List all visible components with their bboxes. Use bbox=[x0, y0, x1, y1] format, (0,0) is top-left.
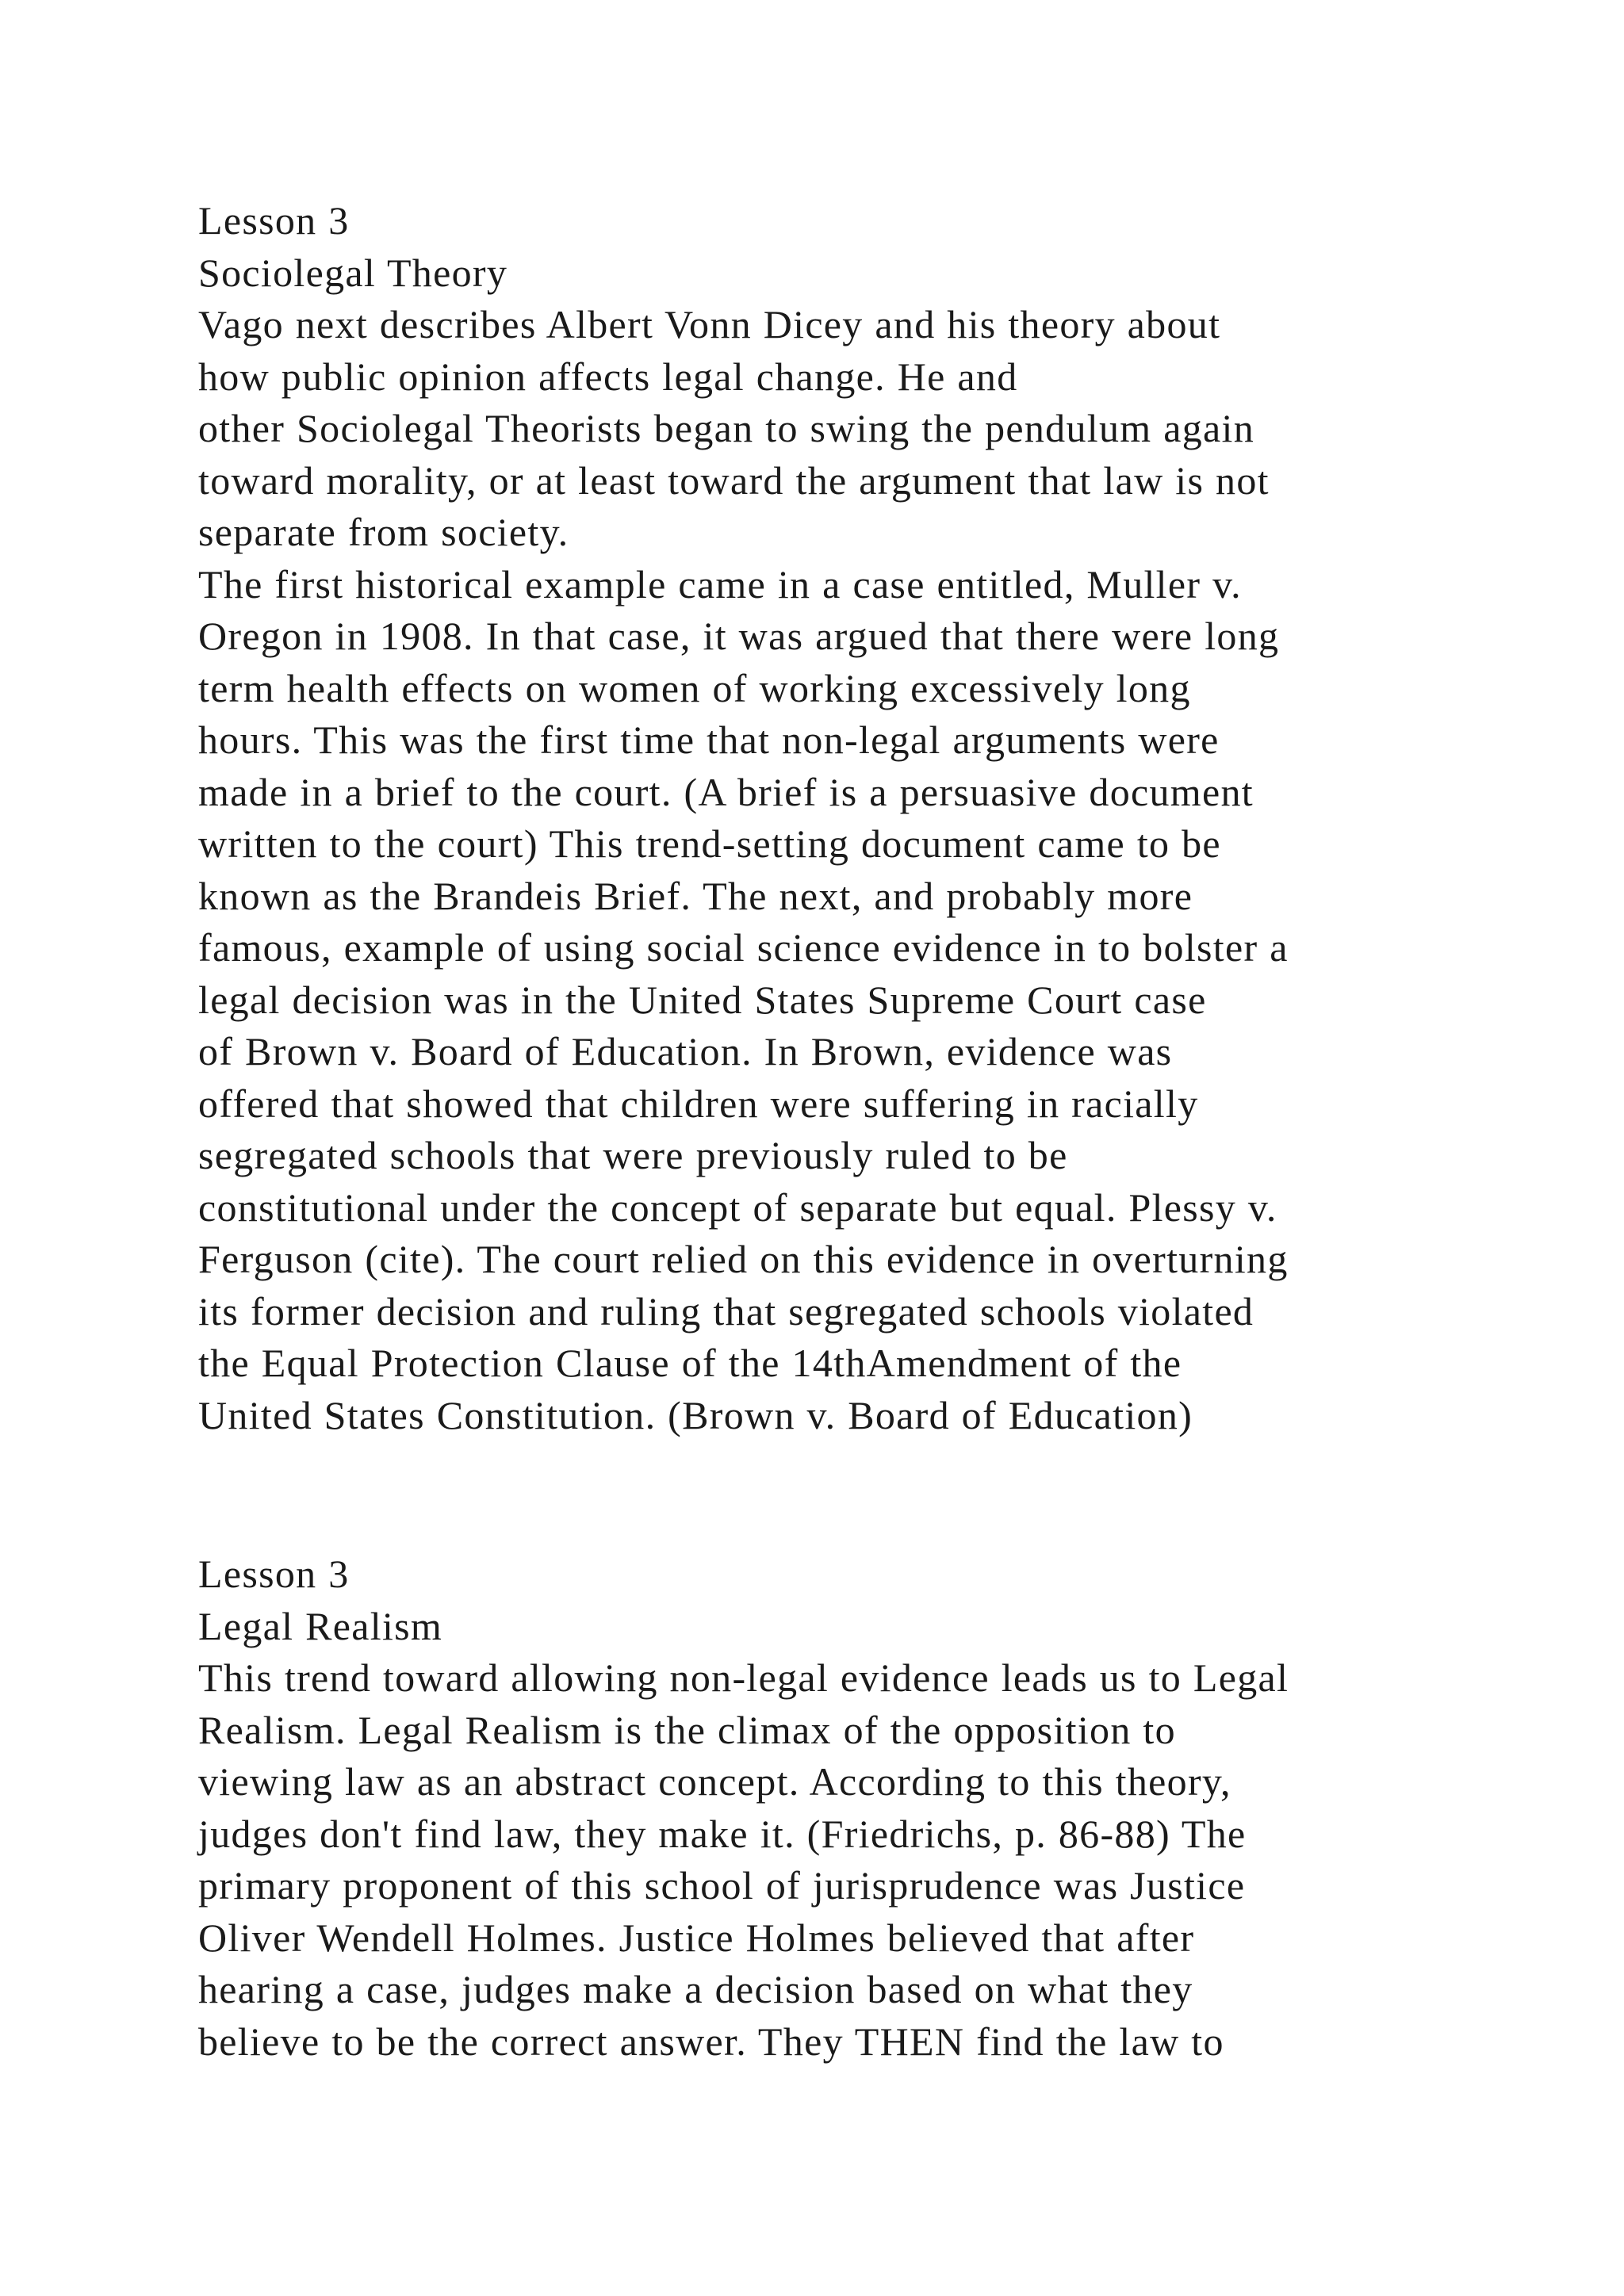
section-sociolegal-theory bbox=[198, 195, 1530, 1441]
body-line: primary proponent of this school of jurisprudence was Justice bbox=[198, 1863, 1246, 1908]
body-line: other Sociolegal Theorists began to swing the pendulum again bbox=[198, 406, 1255, 450]
body-line: known as the Brandeis Brief. The next, and probably more bbox=[198, 873, 1193, 918]
section-title: Legal Realism bbox=[198, 1603, 443, 1648]
body-line: hearing a case, judges make a decision based on what they bbox=[198, 1967, 1193, 2011]
body-line: famous, example of using social science evidence in to bolster a bbox=[198, 925, 1289, 970]
body-line: term health effects on women of working excessively long bbox=[198, 665, 1191, 710]
section-title: Sociolegal Theory bbox=[198, 250, 508, 295]
body-line: Vago next describes Albert Vonn Dicey and his theory about bbox=[198, 302, 1221, 346]
body-line: Oliver Wendell Holmes. Justice Holmes believed that after bbox=[198, 1915, 1195, 1960]
body-line: the Equal Protection Clause of the 14thAmendment of the bbox=[198, 1341, 1182, 1385]
body-line: Oregon in 1908. In that case, it was argued that there were long bbox=[198, 614, 1280, 658]
body-line: Realism. Legal Realism is the climax of the opposition to bbox=[198, 1707, 1176, 1752]
body-line: hours. This was the first time that non-legal arguments were bbox=[198, 718, 1220, 762]
body-line: of Brown v. Board of Education. In Brown, evidence was bbox=[198, 1029, 1173, 1073]
body-line: constitutional under the concept of separate but equal. Plessy v. bbox=[198, 1184, 1277, 1230]
body-line: toward morality, or at least toward the argument that law is not bbox=[198, 457, 1270, 503]
section-body bbox=[198, 1652, 1530, 2068]
lesson-label: Lesson 3 bbox=[198, 1552, 350, 1596]
body-line: segregated schools that were previously ruled to be bbox=[198, 1133, 1068, 1177]
body-line: how public opinion affects legal change. He and bbox=[198, 354, 1018, 399]
body-line: separate from society. bbox=[198, 510, 569, 554]
body-line: United States Constitution. (Brown v. Board of Education) bbox=[198, 1392, 1193, 1437]
body-line: legal decision was in the United States Supreme Court case bbox=[198, 977, 1207, 1022]
body-line: judges don't find law, they make it. (Friedrichs, p. 86-88) The bbox=[198, 1811, 1247, 1856]
body-line: The first historical example came in a case entitled, Muller v. bbox=[198, 561, 1242, 607]
body-line: This trend toward allowing non-legal evidence leads us to Legal bbox=[198, 1655, 1289, 1700]
body-line: made in a brief to the court. (A brief is a persuasive document bbox=[198, 769, 1254, 814]
body-line: viewing law as an abstract concept. According to this theory, bbox=[198, 1759, 1231, 1804]
body-line: offered that showed that children were suffering in racially bbox=[198, 1081, 1199, 1126]
lesson-label: Lesson 3 bbox=[198, 198, 350, 243]
body-line: believe to be the correct answer. They THEN find the law to bbox=[198, 2019, 1224, 2064]
body-line: Ferguson (cite). The court relied on this evidence in overturning bbox=[198, 1237, 1289, 1281]
body-line: written to the court) This trend-setting document came to be bbox=[198, 821, 1221, 866]
body-line: its former decision and ruling that segregated schools violated bbox=[198, 1288, 1254, 1334]
section-body bbox=[198, 299, 1530, 1441]
section-legal-realism bbox=[198, 1548, 1530, 2068]
